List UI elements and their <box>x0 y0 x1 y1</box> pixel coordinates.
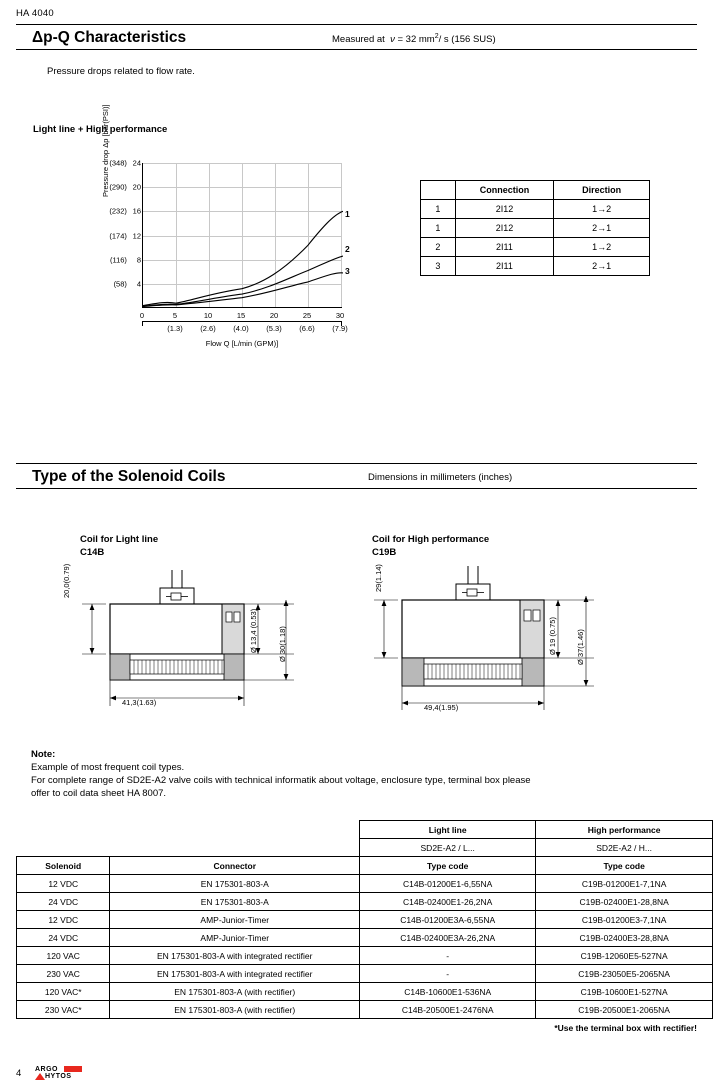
table-row: 24 VDC EN 175301-803-A C14B-02400E1-26,2NA C19B-02400E1-28,8NA <box>17 893 713 911</box>
table-row: 120 VAC EN 175301-803-A with integrated rectifier - C19B-12060E5-527NA <box>17 947 713 965</box>
x-tick: 10 <box>203 311 213 320</box>
series-header-h: SD2E-A2 / H... <box>536 839 713 857</box>
col-header-connector: Connector <box>110 857 360 875</box>
coil-left-dim-outer: Ø 30(1.18) <box>278 626 287 662</box>
note-line-3: offer to coil data sheet HA 8007. <box>31 788 167 799</box>
solenoid-coil-table <box>16 820 713 1019</box>
note-block <box>31 748 691 800</box>
section1-intro: Pressure drops related to flow rate. <box>47 66 195 77</box>
table-row: 3 2I11 2→1 <box>421 257 650 276</box>
x-tick-gpm: (2.6) <box>200 324 216 333</box>
col-header-typecode-h: Type code <box>536 857 713 875</box>
chart-y-axis-label: Pressure drop Δp [bar(PSI)] <box>101 104 110 197</box>
x-tick: 30 <box>335 311 345 320</box>
coil-left-drawing <box>62 560 312 730</box>
note-line-2: For complete range of SD2E-A2 valve coils with technical informatik about voltage, enclosure type, terminal box please <box>31 775 531 786</box>
coil-high-performance <box>372 534 489 558</box>
table-row: 2 2I11 1→2 <box>421 238 650 257</box>
table-row: 1 2I12 1→2 <box>421 200 650 219</box>
coil-right-code: C19B <box>372 547 397 558</box>
x-tick: 0 <box>139 311 145 320</box>
x-tick-gpm: (4.0) <box>233 324 249 333</box>
table-series-header-row <box>17 839 713 857</box>
group-header-high-performance: High performance <box>536 821 713 839</box>
logo-line-1: ARGO <box>35 1066 58 1073</box>
coil-right-dim-outer: Ø 37(1.46) <box>576 629 585 665</box>
note-heading: Note: <box>31 749 56 760</box>
coil-left-title: Coil for Light line <box>80 534 159 545</box>
section2-title: Type of the Solenoid Coils <box>32 468 226 485</box>
connection-table <box>420 180 650 276</box>
section2-subtitle: Dimensions in millimeters (inches) <box>368 472 513 483</box>
table-group-header-row <box>17 821 713 839</box>
table-row: 230 VAC EN 175301-803-A with integrated rectifier - C19B-23050E5-2065NA <box>17 965 713 983</box>
chart-curves <box>143 163 343 308</box>
coil-right-dim-height: 29(1.14) <box>374 564 383 592</box>
col-header-solenoid: Solenoid <box>17 857 110 875</box>
table-header-row <box>17 857 713 875</box>
table-footnote: *Use the terminal box with rectifier! <box>554 1023 697 1033</box>
col-header-typecode-l: Type code <box>360 857 536 875</box>
series-header-l: SD2E-A2 / L... <box>360 839 536 857</box>
group-header-light-line: Light line <box>360 821 536 839</box>
col-header-connection: Connection <box>455 181 553 200</box>
table-row: 1 2I12 2→1 <box>421 219 650 238</box>
table-header-row <box>421 181 650 200</box>
section-header-solenoid-coils <box>16 463 697 489</box>
table-row: 120 VAC* EN 175301-803-A (with rectifier) C14B-10600E1-536NA C19B-10600E1-527NA <box>17 983 713 1001</box>
coil-left-code: C14B <box>80 547 105 558</box>
x-tick: 5 <box>172 311 178 320</box>
coil-left-dim-width: 41,3(1.63) <box>122 698 157 707</box>
x-tick-gpm: (6.6) <box>299 324 315 333</box>
curve-label-3: 3 <box>345 266 350 276</box>
col-header-index <box>421 181 456 200</box>
coil-light-line <box>80 534 158 558</box>
logo-color-swatch <box>64 1066 82 1072</box>
x-tick: 25 <box>302 311 312 320</box>
document-code: HA 4040 <box>16 8 54 19</box>
logo-line-2: HYTOS <box>45 1073 72 1080</box>
curve-label-1: 1 <box>345 209 350 219</box>
page-number: 4 <box>16 1068 22 1079</box>
x-tick: 20 <box>269 311 279 320</box>
curve-label-2: 2 <box>345 244 350 254</box>
coil-left-dim-height: 20,0(0.79) <box>62 563 71 598</box>
section1-title: Δp-Q Characteristics <box>32 29 187 46</box>
chart-legend-heading: Light line + High performance <box>33 124 168 135</box>
x-tick: 15 <box>236 311 246 320</box>
coil-left-dim-bore: Ø 13,4 (0.53) <box>249 608 258 653</box>
coil-right-title: Coil for High performance <box>372 534 490 545</box>
chart-x-axis-label: Flow Q [L/min (GPM)] <box>205 339 279 348</box>
table-row: 12 VDC EN 175301-803-A C14B-01200E1-6,55NA C19B-01200E1-7,1NA <box>17 875 713 893</box>
x-tick-gpm: (1.3) <box>167 324 183 333</box>
logo-triangle-icon <box>35 1073 45 1080</box>
section1-subtitle: Measured at ν = 32 $mm^2/$ s (156 SUS) <box>332 33 496 46</box>
table-row: 24 VDC AMP-Junior-Timer C14B-02400E3A-26,2NA C19B-02400E3-28,8NA <box>17 929 713 947</box>
coil-right-dim-width: 49,4(1.95) <box>424 703 459 712</box>
col-header-direction: Direction <box>554 181 650 200</box>
chart-plot-area: (348) 24 (290) 20 (232) 16 (174) 12 (116) 8 (58) 4 Pressure drop Δp [bar(PSI)] <box>142 163 342 308</box>
section-header-dp-q <box>16 24 697 50</box>
x-tick-gpm: (7.9) <box>332 324 348 333</box>
table-row: 230 VAC* EN 175301-803-A (with rectifier) C14B-20500E1-2476NA C19B-20500E1-2065NA <box>17 1001 713 1019</box>
table-row: 12 VDC AMP-Junior-Timer C14B-01200E3A-6,55NA C19B-01200E3-7,1NA <box>17 911 713 929</box>
x-tick-gpm: (5.3) <box>266 324 282 333</box>
coil-right-drawing <box>360 560 610 730</box>
coil-right-dim-bore: Ø 19 (0.75) <box>548 617 557 655</box>
note-line-1: Example of most frequent coil types. <box>31 762 185 773</box>
